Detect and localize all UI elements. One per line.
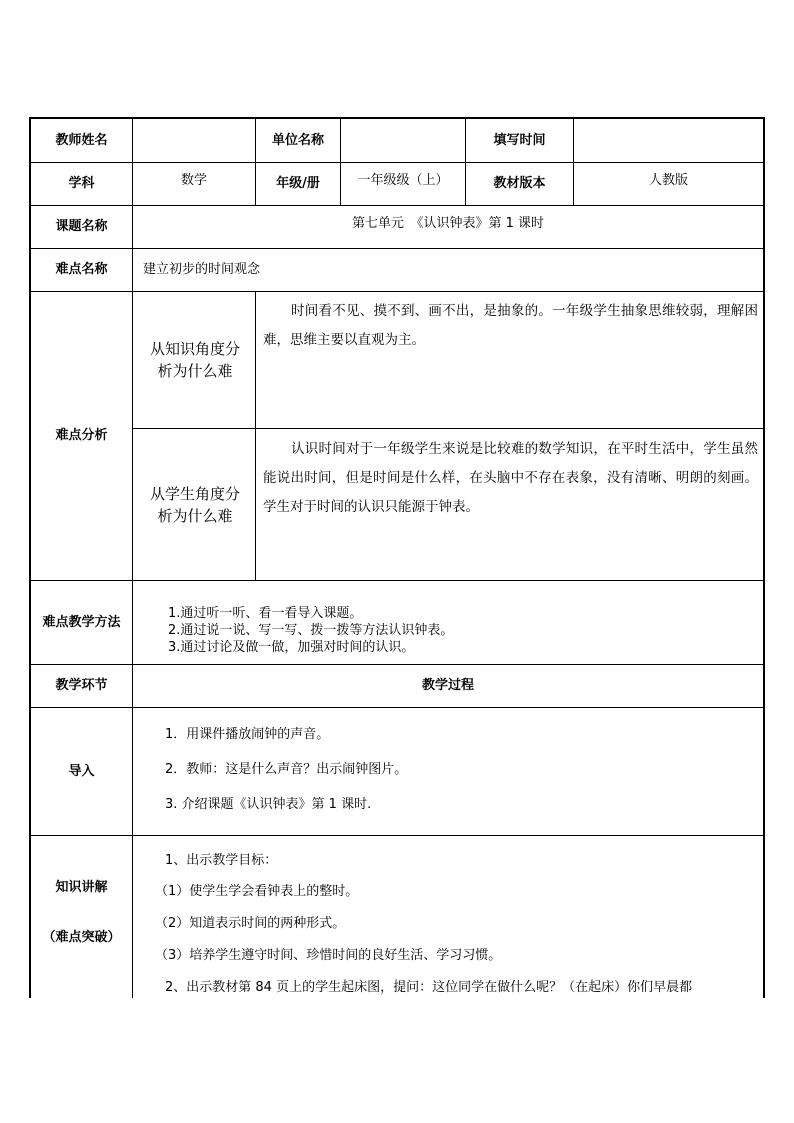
grade-label: 年级/册 [276,176,320,192]
lesson-table [29,117,765,998]
grade-value: 一年级级（上） [357,173,449,189]
unit-name-label: 单位名称 [271,132,324,148]
intro-item: 1．用课件播放闹钟的声音。 [165,727,330,742]
knowledge-item: 1、出示教学目标： [165,853,278,868]
topic-label: 课题名称 [55,219,108,235]
fill-time-field[interactable] [574,119,763,162]
fill-time-label: 填写时间 [493,132,546,148]
intro-item: 2．教师：这是什么声音？出示闹钟图片。 [165,762,408,777]
textbook-label: 教材版本 [493,176,546,192]
method-label: 难点教学方法 [42,614,121,630]
student-angle-text: 认识时间对于一年级学生来说是比较难的数学知识，在平时生活中，学生虽然能说出时间，但是时间是什么样，在头脑中不存在表象，没有清晰、明朗的刻画。学生对于时间的认识只能源于钟表。 [263,441,758,515]
subject-value: 数学 [180,173,207,189]
method-item: 2.通过说一说、写一写、拨一拨等方法认识钟表。 [168,623,454,638]
topic-value: 第七单元 《认识钟表》第 1 课时 [351,216,545,232]
analysis-label: 难点分析 [55,428,108,444]
intro-label: 导入 [68,763,95,779]
knowledge-item: 2、出示教材第 84 页上的学生起床图，提问：这位同学在做什么呢？（在起床）你们早晨都 [165,980,693,995]
process-label: 教学过程 [421,678,474,694]
teacher-name-label: 教师姓名 [55,132,108,148]
subject-label: 学科 [68,176,95,192]
textbook-value: 人教版 [648,173,688,189]
row-divider [31,707,763,708]
teacher-name-field[interactable] [133,119,255,162]
col-divider [132,119,133,998]
method-item: 3.通过讨论及做一做，加强对时间的认识。 [168,640,415,655]
intro-item: 3. 介绍课题《认识钟表》第 1 课时. [165,797,372,812]
student-angle-label: 从学生角度分析为什么难 [149,484,240,525]
knowledge-label: 知识讲解 [55,880,108,896]
knowledge-item: （2）知道表示时间的两种形式。 [155,916,346,931]
knowledge-angle-label: 从知识角度分析为什么难 [149,340,240,380]
method-list [168,605,453,656]
knowledge-sub-label: （难点突破） [42,930,121,946]
row-divider [31,580,763,581]
row-divider [31,835,763,836]
knowledge-item: （1）使学生学会看钟表上的整时。 [155,884,359,899]
knowledge-angle-text: 时间看不见、摸不到、画不出，是抽象的。一年级学生抽象思维较弱，理解困难，思维主要以直观为主。 [263,303,758,348]
section-label: 教学环节 [55,678,108,694]
col-divider [255,291,256,580]
method-item: 1.通过听一听、看一看导入课题。 [168,606,363,621]
difficulty-label: 难点名称 [55,262,108,278]
unit-name-field[interactable] [341,119,465,162]
difficulty-value: 建立初步的时间观念 [143,262,261,278]
knowledge-item: （3）培养学生遵守时间、珍惜时间的良好生活、学习习惯。 [155,948,502,963]
row-divider [31,291,763,292]
